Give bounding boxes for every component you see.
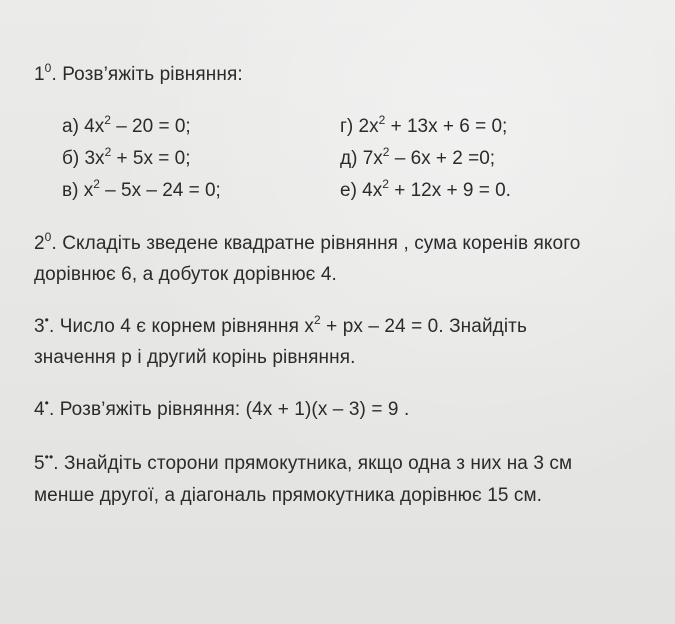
task-3-mark: • [44,312,49,327]
task-2-text-1: . Складіть зведене квадратне рівняння , сума коренів якого [51,233,581,254]
equation-b [62,144,191,171]
task-5-number: 5 [34,453,45,474]
task-5-line-2: менше другої, а діагональ прямокутника дорівнює 15 см. [34,485,543,506]
equation-e-pre: д) 7x [340,148,383,169]
task-5-line-1 [34,449,573,476]
equation-f-post: + 12x + 9 = 0. [388,180,511,201]
task-1-text: . Розв’яжіть рівняння: [51,64,243,85]
task-2-line-2: дорівнює 6, а добуток дорівнює 4. [34,264,337,285]
equation-e-post: – 6x + 2 =0; [389,148,496,169]
task-4-number: 4 [34,399,45,420]
task-3-text-1-pre: . Число 4 є корнем рівняння x [48,316,314,337]
task-5-mark: •• [44,449,54,464]
task-1-mark: 0 [44,60,52,75]
equation-b-pre: б) 3x [62,148,105,169]
task-4-mark: • [44,395,49,410]
equation-d-exponent: 2 [378,112,386,127]
equation-c-pre: в) x [62,180,94,201]
task-3-number: 3 [34,316,45,337]
equation-f-exponent: 2 [382,176,389,191]
task-3-line-1 [34,312,527,339]
equation-c [62,176,221,203]
task-4-text: . Розв’яжіть рівняння: (4x + 1)(x – 3) = 9 . [48,399,410,420]
task-1-number: 1 [34,64,45,85]
task-2-line-1 [34,229,581,256]
equation-d [340,112,508,139]
task-5-text-1: . Знайдіть сторони прямокутника, якщо одна з них на 3 см [53,453,573,474]
equation-e [340,144,496,171]
equation-c-exponent: 2 [93,176,100,191]
equation-a-post: – 20 = 0; [110,116,191,137]
equation-e-exponent: 2 [382,144,390,159]
task-3-text-1-post: + px – 24 = 0. Знайдіть [320,316,527,337]
equation-b-post: + 5x = 0; [111,148,191,169]
equation-a-exponent: 2 [104,112,111,127]
task-2-number: 2 [34,233,45,254]
task-3-exponent: 2 [313,312,321,327]
equation-d-pre: г) 2x [340,116,379,137]
equation-a-pre: а) 4x [62,116,105,137]
equation-f [340,176,511,203]
task-4-line [34,395,410,422]
equation-c-post: – 5x – 24 = 0; [99,180,221,201]
task-3-line-2: значення p і другий корінь рівняння. [34,347,356,368]
equation-d-post: + 13x + 6 = 0; [385,116,508,137]
equation-b-exponent: 2 [104,144,112,159]
equation-a [62,112,191,139]
task-1-heading [34,60,243,87]
task-2-mark: 0 [44,229,52,244]
equation-f-pre: е) 4x [340,180,383,201]
